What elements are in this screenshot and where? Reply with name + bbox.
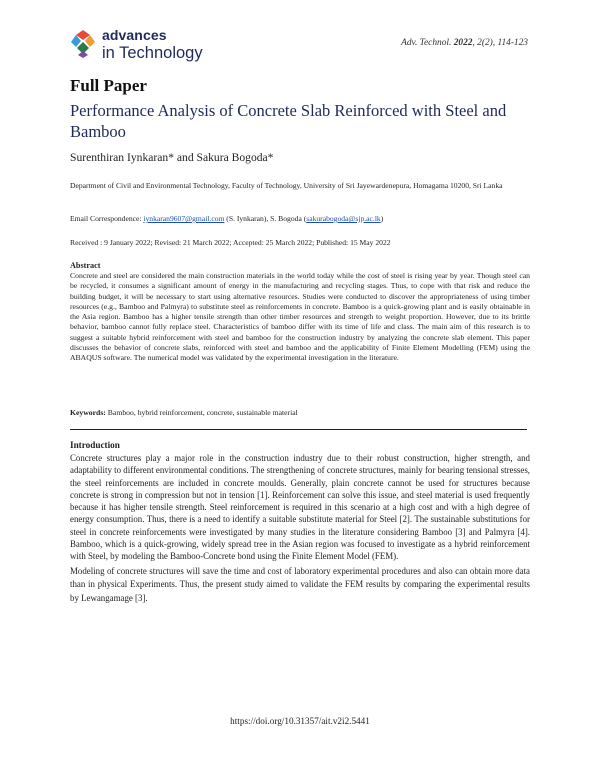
keywords-label: Keywords: <box>70 408 106 417</box>
email-link-iynkaran[interactable]: iynkaran9607@gmail.com <box>143 214 225 223</box>
journal-logo-mark-icon <box>70 29 96 59</box>
author-list: Surenthiran Iynkaran* and Sakura Bogoda* <box>70 151 274 164</box>
email-label: Email Correspondence: <box>70 214 144 223</box>
journal-logo <box>70 28 203 62</box>
journal-volume-pages: , 2(2), 114-123 <box>472 38 528 48</box>
keywords <box>70 408 540 417</box>
article-type: Full Paper <box>70 76 147 95</box>
introduction-heading: Introduction <box>70 440 120 450</box>
journal-year: 2022 <box>453 38 473 48</box>
journal-reference <box>401 38 528 48</box>
doi-link[interactable]: https://doi.org/10.31357/ait.v2i2.5441 <box>230 716 370 726</box>
email-link-bogoda[interactable]: sakurabogoda@sjp.ac.lk <box>306 214 381 223</box>
keywords-list: Bamboo, hybrid reinforcement, concrete, sustainable material <box>105 408 298 417</box>
introduction-paragraph-2: Modeling of concrete structures will save the time and cost of laboratory experimental procedures and also can obtain more data than in physical Experiments. Thus, the present study aimed to validate the FEM results by comparing the experimental results by Lewangamage [3]. <box>70 565 530 603</box>
abstract-heading: Abstract <box>70 261 101 270</box>
paper-title: Performance Analysis of Concrete Slab Reinforced with Steel and Bamboo <box>70 101 507 141</box>
introduction-paragraph-1: Concrete structures play a major role in the construction industry due to their robust construction, higher strength, and adaptability to different environmental conditions. The strengthening of concrete structures, mainly for bearing tensional stresses, the steel reinforcements are included in concrete moulds. Generally, plain concrete cannot be used for structures because concrete is strong in compression but not in tension [1]. Reinforcement can solve this issue, and steel material is used frequently because it has higher tensile strength. Steel reinforcement is required in this scenario at a high cost and with a high degree of energy consumption. Thus, there is a need to identify a suitable substitute material for Steel [2]. The sustainable substitutions for steel in concrete reinforcements were investigated by many studies in the literature considering Bamboo [3] and Palmyra [4]. Bamboo, which is a quick-growing, widely spread tree in the Asian region was focused to investigate as a hybrid reinforcement with Steel, by modeling the Bamboo-Concrete bond using the Finite Element Model (FEM). <box>70 453 530 562</box>
publication-dates: Received : 9 January 2022; Revised: 21 March 2022; Accepted: 25 March 2022; Published: 15 May 2022 <box>70 238 391 247</box>
email-close: ) <box>380 214 384 223</box>
logo-title: advances <box>102 27 167 43</box>
email-separator: (S. Iynkaran), S. Bogoda ( <box>224 214 307 223</box>
section-divider <box>70 429 527 430</box>
introduction-body <box>70 452 530 605</box>
logo-subtitle: in Technology <box>102 44 203 62</box>
journal-abbrev: Adv. Technol. <box>401 38 452 48</box>
abstract-text: Concrete and steel are considered the main construction materials in the world today while the cost of steel is rising year by year. Though steel can be recycled, it consumes a significant amount of energy in the manufacturing and recycling stages. Thus, to cope with that risk and reduce the building budget, it will be necessary to start using alternative resources. Studies were conducted to discover the appropriateness of using timber resources (e.g., Bamboo and Palmyra) to substitute steel as reinforcements in concrete. Bamboo is a quick-growing plant and is easily obtainable in the Asia region. Bamboo has a higher tensile strength than other timber resources and strength to weight proportion. However, due to its brittle behavior, bamboo cannot fully replace steel. Characteristics of bamboo differ with its time of life and class. The main aim of this research is to suggest a suitable hybrid reinforcement with steel and bamboo for the construction industry by analyzing the concrete slab element. This paper discusses the behavior of concrete slabs, reinforced with steel and bamboo and the applicability of Finite Element Modelling (FEM) using the ABAQUS software. The numerical model was validated by the experimental investigation in the literature. <box>70 271 530 363</box>
email-correspondence <box>70 214 550 225</box>
affiliation: Department of Civil and Environmental Technology, Faculty of Technology, University of Sri Jayewardenepura, Homagama 10200, Sri Lanka <box>70 181 503 190</box>
